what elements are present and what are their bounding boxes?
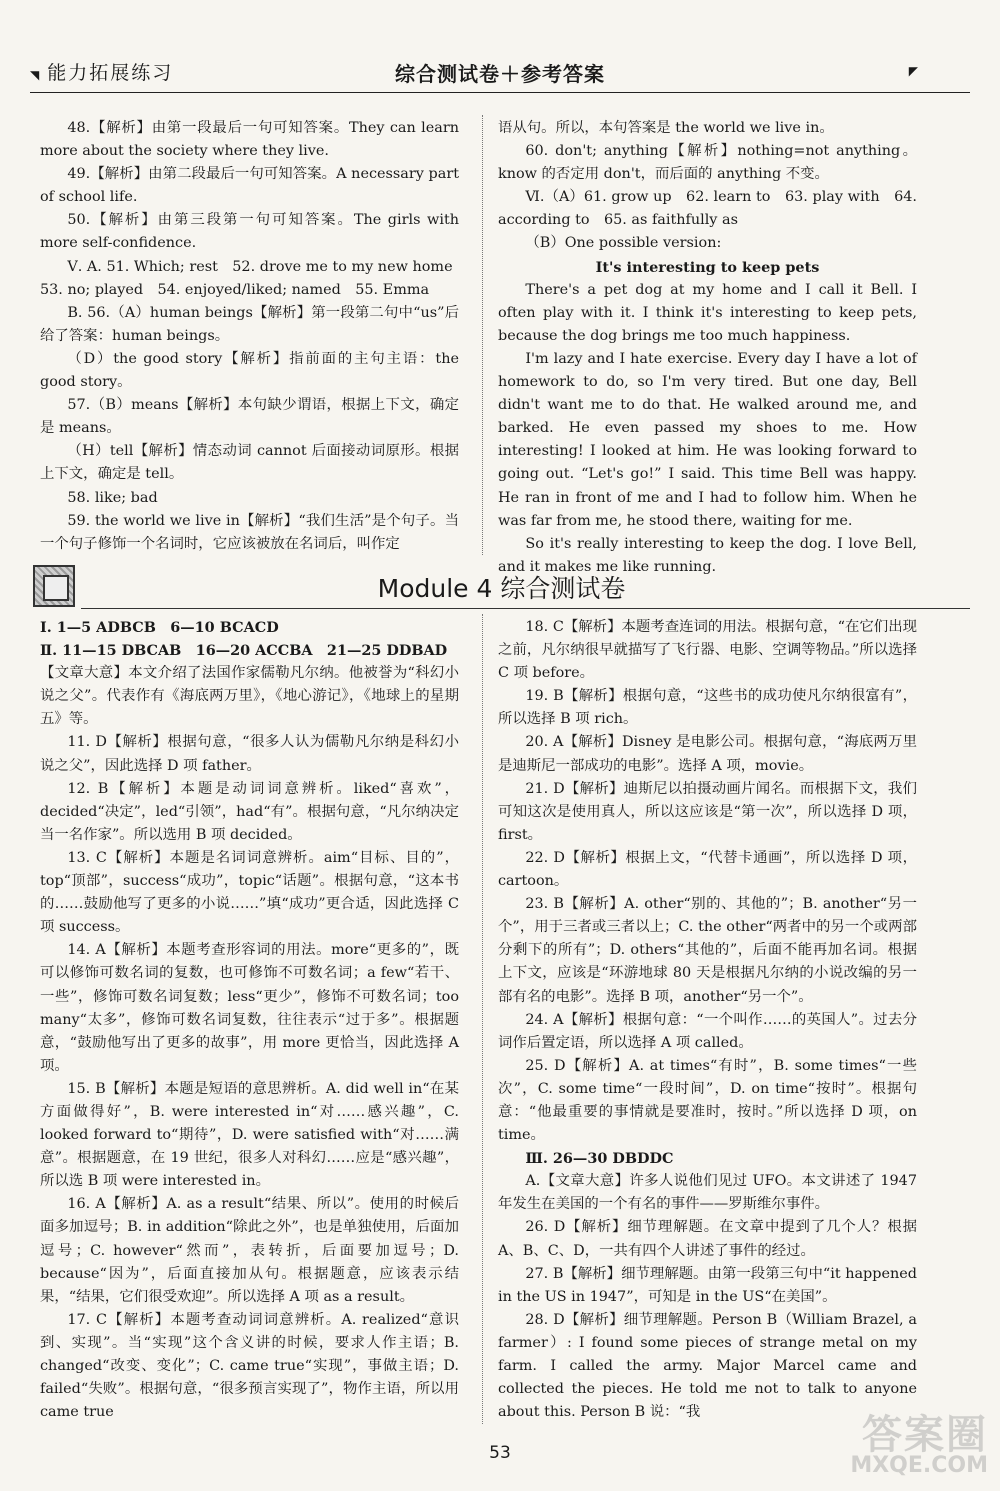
answer-48: 48.【解析】由第一段最后一句可知答案。They can learn more about the society where they live.: [40, 120, 459, 160]
bottom-left-column: [40, 616, 459, 1424]
column-divider-top: [482, 115, 483, 555]
top-right-column: [498, 117, 917, 579]
answer-11: 11. D【解析】根据句意，“很多人认为儒勒凡尔纳是科幻小说之父”，因此选择 D 项 father。: [40, 734, 459, 774]
answer-28: 28. D【解析】细节理解题。Person B（William Brazel, a farmer）: I found some pieces of strange metal on my farm. I called the army. Major Marcel came and collected the pieces. He told me not to talk to anyone about this. Person B 说：“我: [498, 1311, 917, 1421]
answers-26-30: Ⅲ. 26—30 DBDDC: [525, 1150, 674, 1168]
answer-56a: B. 56.（A）human beings【解析】第一段第二句中“us”后给了答案：human beings。: [40, 304, 459, 344]
essay-paragraph-2: I'm lazy and I hate exercise. Every day I have a lot of homework to do, so I'm very tired. But one day, Bell didn't want me to do that. He walked around me, and barked. He even passed my shoes to me. How interesting! I looked at him. He was looking forward to going out. “Let's go!” I said. This time Bell was happy. He ran in front of me and I had to follow him. When he was far from me, he stood there, waiting for me.: [498, 350, 917, 529]
answer-16: 16. A【解析】A. as a result“结果、所以”。使用的时候后面多加逗号；B. in addition“除此之外”，也是单独使用，后面加逗号；C. however“然而”，表转折，后面要加逗号；D. because“因为”，后面直接加从句。根据题意，应该表示结果，“结果，它们很受欢迎”。所以选择 A 项 as a result。: [40, 1196, 459, 1305]
answer-57b: 57.（B）means【解析】本句缺少谓语，根据上下文，确定是 means。: [40, 397, 459, 437]
answers-11-25: Ⅱ. 11—15 DBCAB 16—20 ACCBA 21—25 DDBAD: [40, 642, 448, 660]
answer-58: 58. like; bad: [67, 489, 158, 506]
answers-1-10: Ⅰ. 1—5 ADBCB 6—10 BCACD: [40, 619, 279, 636]
essay-paragraph-1: There's a pet dog at my home and I call it Bell. I often play with it. I think it's interesting to keep pets, because the dog brings me too much happiness.: [498, 281, 917, 344]
answer-59: 59. the world we live in【解析】“我们生活”是个句子。当一个句子修饰一个名词时，它应该被放在名词后，叫作定: [40, 512, 459, 552]
answer-60: 60. don't; anything【解析】nothing=not anything。know 的否定用 don't，而后面的 anything 不变。: [498, 143, 917, 183]
column-divider-bottom: [482, 614, 483, 1424]
header-corner-mark-icon: ◤: [908, 64, 918, 78]
answer-25: 25. D【解析】A. at times“有时”，B. some times“一些次”，C. some time“一段时间”，D. on time“按时”。根据句意：“他最重要的事情就是要准时，按时。”所以选择 D 项，on time。: [498, 1057, 917, 1144]
header-rule: [30, 92, 970, 93]
answer-26: 26. D【解析】细节理解题。在文章中提到了几个人？根据 A、B、C、D，一共有四个人讲述了事件的经过。: [498, 1219, 917, 1259]
answer-13: 13. C【解析】本题是名词词意辨析。aim“目标、目的”，top“顶部”，success“成功”，topic“话题”。根据句意，“这本书的……鼓励他写了更多的小说……”填“成功”更合适，因此选择 C 项 success。: [40, 849, 459, 936]
answer-53-55: 53. no; played 54. enjoyed/liked; named 55. Emma: [40, 281, 430, 298]
writing-intro: （B）One possible version:: [525, 235, 722, 252]
essay-title: It's interesting to keep pets: [595, 258, 820, 276]
answer-59-cont: 语从句。所以，本句答案是 the world we live in。: [498, 120, 834, 136]
answer-27: 27. B【解析】细节理解题。由第一段第三句中“it happened in the US in 1947”，可知是 in the US“在美国”。: [498, 1265, 917, 1305]
essay-paragraph-3: So it's really interesting to keep the dog. I love Bell, and it makes me like running.: [498, 535, 917, 575]
running-header: [30, 58, 970, 88]
answer-19: 19. B【解析】根据句意，“这些书的成功使凡尔纳很富有”，所以选择 B 项 rich。: [498, 688, 917, 728]
answer-51-52: Ⅴ. A. 51. Which; rest 52. drove me to my new home: [67, 258, 453, 275]
answer-61-65: Ⅵ.（A）61. grow up 62. learn to 63. play with 64. according to 65. as faithfully as: [498, 189, 917, 229]
answer-20: 20. A【解析】Disney 是电影公司。根据句意，“海底两万里是迪斯尼一部成功的电影”。选择 A 项，movie。: [498, 734, 917, 774]
answer-50: 50.【解析】由第三段第一句可知答案。The girls with more self-confidence.: [40, 212, 459, 252]
watermark-logo: [848, 1403, 988, 1481]
answer-18: 18. C【解析】本题考查连词的用法。根据句意，“在它们出现之前，凡尔纳很早就描写了飞行器、电影、空调等物品。”所以选择 C 项 before。: [498, 619, 917, 682]
bottom-right-column: [498, 616, 917, 1424]
answer-23: 23. B【解析】A. other“别的、其他的”；B. another“另一个”，用于三者或三者以上；C. the other“两者中的另一个或两部分剩下的所有”；D. others“其他的”，后面不能再加名词。根据上下文，应该是“环游地球 80 天是根据凡尔纳的小说改编的另一部有名的电影”。选择 B 项，another“另一个”。: [498, 896, 917, 1005]
module-title: Module 4 综合测试卷: [377, 574, 626, 603]
answer-21: 21. D【解析】迪斯尼以拍摄动画片闻名。而根据下文，我们可知这次是使用真人，所以这应该是“第一次”，所以选择 D 项，first。: [498, 780, 917, 843]
answer-12: 12. B【解析】本题是动词词意辨析。liked“喜欢”，decided“决定”，led“引领”，had“有”。根据句意，“凡尔纳决定当一名作家”。所以选用 B 项 decided。: [40, 780, 459, 843]
header-left-text: 能力拓展练习: [47, 62, 174, 84]
passage-summary: 【文章大意】本文介绍了法国作家儒勒凡尔纳。他被誉为“科幻小说之父”。代表作有《海底两万里》，《地心游记》，《地球上的星期五》等。: [40, 665, 459, 728]
passage-a-summary: A.【文章大意】许多人说他们见过 UFO。本文讲述了 1947 年发生在美国的一个有名的事件——罗斯维尔事件。: [498, 1173, 917, 1213]
answer-14: 14. A【解析】本题考查形容词的用法。more“更多的”，既可以修饰可数名词的复数，也可修饰不可数名词；a few“若干、一些”，修饰可数名词复数；less“更少”，修饰不可数名词；too many“太多”，修饰可数名词复数，往往表示“过于多”。根据题意，“鼓励他写出了更多的故事”，用 more 更恰当，因此选择 A 项。: [40, 942, 459, 1074]
top-left-column: [40, 117, 459, 556]
answer-24: 24. A【解析】根据句意：“一个叫作……的英国人”。过去分词作后置定语，所以选择 A 项 called。: [498, 1011, 917, 1051]
answer-49: 49.【解析】由第二段最后一句可知答案。A necessary part of school life.: [40, 166, 459, 206]
answer-57h: （H）tell【解析】情态动词 cannot 后面接动词原形。根据上下文，确定是 tell。: [40, 443, 459, 483]
answer-22: 22. D【解析】根据上文，“代替卡通画”，所以选择 D 项，cartoon。: [498, 849, 917, 890]
header-center-title: 综合测试卷＋参考答案: [395, 62, 605, 86]
header-mark-icon: ◥: [30, 68, 42, 82]
module-title-bar: [33, 565, 970, 611]
page-number: 53: [489, 1443, 511, 1463]
answer-15: 15. B【解析】本题是短语的意思辨析。A. did well in“在某方面做得好”，B. were interested in“对……感兴趣”，C. looked forward to“期待”，D. were satisfied with“对……满意”。根据题意，在 19 世纪，很多人对科幻……应是“感兴趣”，所以选 B 项 were interested in。: [40, 1080, 459, 1190]
answer-17: 17. C【解析】本题考查动词词意辨析。A. realized“意识到、实现”。当“实现”这个含义讲的时候，要求人作主语；B. changed“改变、变化”；C. came true“实现”，事做主语；D. failed“失败”。根据句意，“很多预言实现了”，物作主语，所以用 came true: [40, 1311, 459, 1421]
answer-56d: （D）the good story【解析】指前面的主句主语：the good story。: [40, 350, 459, 391]
module-title-rule: [81, 608, 970, 609]
watermark-line-1: 答案圈: [862, 1412, 988, 1458]
watermark-line-2: MXQE.COM: [850, 1453, 988, 1478]
